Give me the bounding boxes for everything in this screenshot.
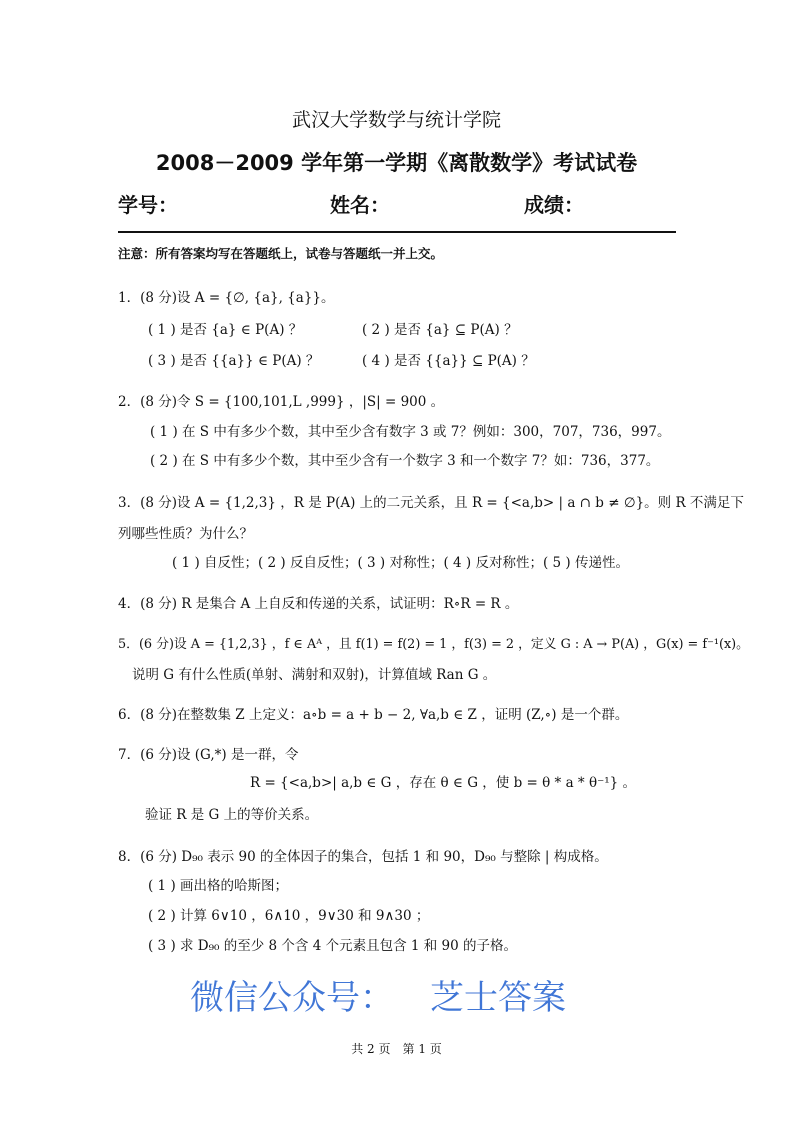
school-name: 武汉大学数学与统计学院	[291, 109, 501, 131]
q6-stem: 6．(8 分)在整数集 Z 上定义：a∘b = a + b − 2, ∀a,b ∈ Z ，证明 (Z,∘) 是一个群。	[118, 707, 629, 723]
q8-part1: ( 1 ) 画出格的哈斯图；	[148, 878, 288, 894]
q8-stem: 8．(6 分) D₉₀ 表示 90 的全体因子的集合，包括 1 和 90，D₉₀ 与整除 | 构成格。	[118, 849, 608, 865]
q3-stem-cont: 列哪些性质？为什么？	[118, 526, 253, 542]
q8-part3: ( 3 ) 求 D₉₀ 的至少 8 个含 4 个元素且包含 1 和 90 的子格。	[148, 938, 518, 954]
q1-stem: 1．(8 分)设 A = {∅, {a}, {a}}。	[118, 290, 335, 306]
score-label: 成绩：	[524, 193, 584, 217]
page-footer: 共 2 页 第 1 页	[351, 1042, 442, 1056]
name-label: 姓名：	[330, 193, 390, 217]
q8-part2: ( 2 ) 计算 6∨10 ，6∧10 ，9∨30 和 9∧30 ；	[148, 908, 430, 924]
q1-part1: ( 1 ) 是否 {a} ∈ P(A) ？	[148, 322, 303, 338]
student-id-label: 学号：	[118, 193, 178, 217]
watermark-text-brand: 芝士答案	[430, 978, 566, 1018]
q5-stem: 5．(6 分)设 A = {1,2,3} ，f ∈ Aᴬ ，且 f(1) = f(2) = 1 ，f(3) = 2 ，定义 G : A → P(A) ，G(x) = f⁻¹(x)。	[118, 637, 749, 652]
exam-title: 2008－2009 学年第一学期《离散数学》考试试卷	[155, 151, 638, 175]
q2-stem: 2．(8 分)令 S = {100,101,L ,999} ，|S| = 900 。	[118, 394, 445, 410]
q7-stem-cont: 验证 R 是 G 上的等价关系。	[145, 807, 319, 823]
q4-stem: 4．(8 分) R 是集合 A 上自反和传递的关系，试证明：R∘R = R 。	[118, 596, 519, 612]
header-divider	[118, 231, 676, 233]
q7-formula: R = {<a,b>| a,b ∈ G ，存在 θ ∈ G ，使 b = θ * a * θ⁻¹} 。	[250, 775, 637, 791]
q3-options: ( 1 ) 自反性；( 2 ) 反自反性；( 3 ) 对称性；( 4 ) 反对称性；( 5 ) 传递性。	[172, 555, 629, 571]
q1-part2: ( 2 ) 是否 {a} ⊆ P(A) ？	[362, 322, 518, 338]
q7-stem: 7．(6 分)设 (G,*) 是一群，令	[118, 747, 299, 763]
q1-part4: ( 4 ) 是否 {{a}} ⊆ P(A) ？	[362, 353, 535, 369]
q2-part1: ( 1 ) 在 S 中有多少个数，其中至少含有数字 3 或 7？例如：300，707，736，997。	[150, 424, 671, 440]
watermark-text: 微信公众号：	[190, 978, 394, 1018]
q1-part3: ( 3 ) 是否 {{a}} ∈ P(A) ？	[148, 353, 320, 369]
q2-part2: ( 2 ) 在 S 中有多少个数，其中至少含有一个数字 3 和一个数字 7？如：736，377。	[150, 453, 660, 469]
exam-note: 注意：所有答案均写在答题纸上，试卷与答题纸一并上交。	[118, 246, 444, 261]
q5-stem-cont: 说明 G 有什么性质(单射、满射和双射)，计算值域 Ran G 。	[132, 667, 497, 683]
q3-stem: 3．(8 分)设 A = {1,2,3} ，R 是 P(A) 上的二元关系，且 R = {<a,b> | a ∩ b ≠ ∅}。则 R 不满足下	[118, 495, 744, 511]
